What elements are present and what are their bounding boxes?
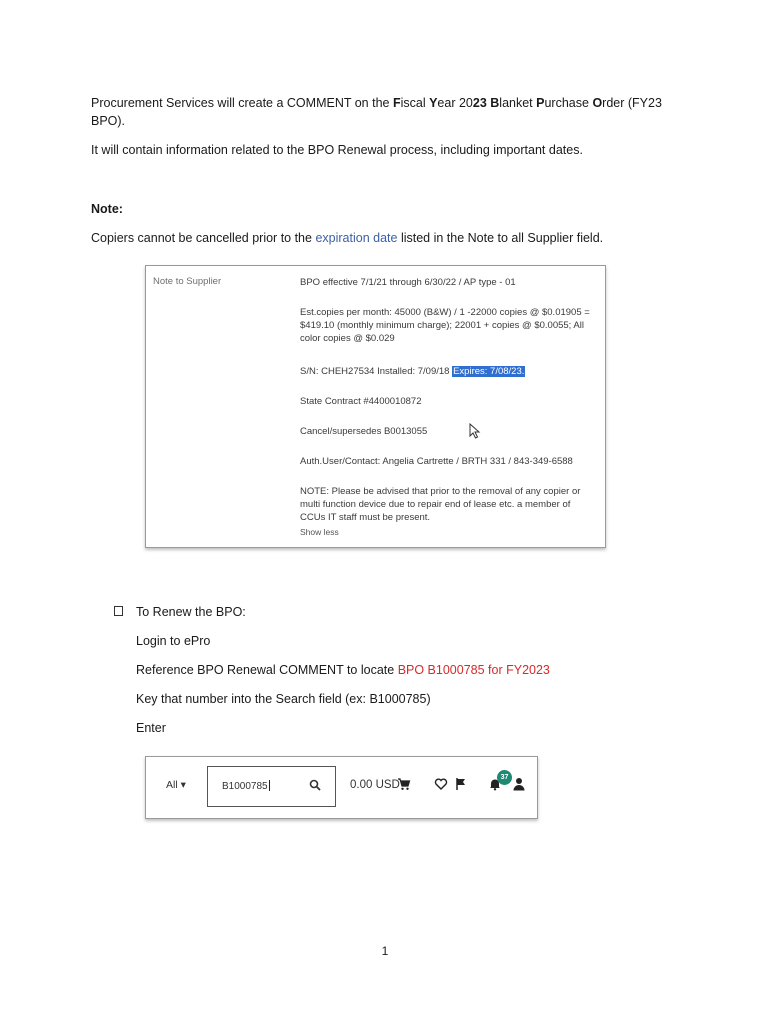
note-to-supplier-label: Note to Supplier <box>153 276 222 287</box>
search-icon[interactable] <box>309 779 321 791</box>
note-line-contract: State Contract #4400010872 <box>300 396 422 407</box>
search-input[interactable] <box>207 766 336 807</box>
note-line-notice: NOTE: Please be advised that prior to the removal of any copier or multi function device due to repair end of lease etc. a member of CCUs IT staff must be present. <box>300 486 581 523</box>
fy-bold-letter: Y <box>429 96 438 110</box>
fy-word-rest: iscal <box>400 96 430 110</box>
step-key-number: Key that number into the Search field (ex: B1000785) <box>136 692 431 706</box>
fy-bold-letter: B <box>490 96 500 110</box>
bullet-box-icon <box>114 606 123 616</box>
cart-total[interactable]: 0.00 USD <box>350 779 400 791</box>
fy-word-rest: urchase <box>544 96 593 110</box>
intro-paragraph: Procurement Services will create a COMMENT on the Fiscal Year 2023 Blanket Purchase Order (FY23 BPO). <box>91 96 662 128</box>
fy-bold-letter: O <box>592 96 603 110</box>
step-reference: Reference BPO Renewal COMMENT to locate BPO B1000785 for FY2023 <box>136 663 550 677</box>
fy-word-rest: lanket <box>499 96 537 110</box>
mouse-cursor-icon <box>469 423 481 439</box>
text-caret <box>269 780 270 791</box>
note-heading: Note: <box>91 202 123 216</box>
search-bar-screenshot <box>145 756 538 819</box>
note-line-copies: Est.copies per month: 45000 (B&W) / 1 -22000 copies @ $0.01905 = $419.10 (monthly minimum charge); 22001 + copies @ $0.0055; All color copies @ $0.029 <box>300 307 590 344</box>
fy-word-rest: rder (FY23 BPO). <box>91 96 662 128</box>
fy-bold-letter: F <box>392 96 401 110</box>
page-number: 1 <box>381 944 389 958</box>
search-query-text: B1000785 <box>222 781 268 792</box>
user-icon[interactable] <box>512 777 526 791</box>
note-text: Copiers cannot be cancelled prior to the expiration date listed in the Note to all Supplier field. <box>91 231 604 245</box>
note-to-supplier-screenshot <box>145 265 606 548</box>
note-line-serial: S/N: CHEH27534 Installed: 7/09/18 Expires: 7/08/23. <box>300 366 525 377</box>
note-line-effective: BPO effective 7/1/21 through 6/30/22 / AP type - 01 <box>300 277 516 288</box>
note-line-cancel: Cancel/supersedes B0013055 <box>300 426 428 437</box>
step-login: Login to ePro <box>136 634 211 648</box>
flag-icon[interactable] <box>454 777 468 791</box>
step-enter: Enter <box>136 721 166 735</box>
cart-icon[interactable] <box>397 777 411 791</box>
notification-badge: 37 <box>497 770 512 785</box>
fy-word-rest: ear 20 <box>437 96 473 110</box>
fy-bold-letter: P <box>536 96 545 110</box>
expires-highlight: Expires: 7/08/23. <box>453 366 525 377</box>
expiration-date-link[interactable]: expiration date <box>315 231 398 245</box>
show-less-link[interactable]: Show less <box>300 527 339 537</box>
intro-line-2: It will contain information related to the BPO Renewal process, including important dates. <box>91 143 583 157</box>
note-line-contact: Auth.User/Contact: Angelia Cartrette / BRTH 331 / 843-349-6588 <box>300 456 573 467</box>
steps-title: To Renew the BPO: <box>136 605 246 619</box>
heart-icon[interactable] <box>434 777 448 791</box>
fy-bold-letter: 23 <box>472 96 487 110</box>
search-scope-dropdown[interactable]: All ▾ <box>166 779 186 791</box>
